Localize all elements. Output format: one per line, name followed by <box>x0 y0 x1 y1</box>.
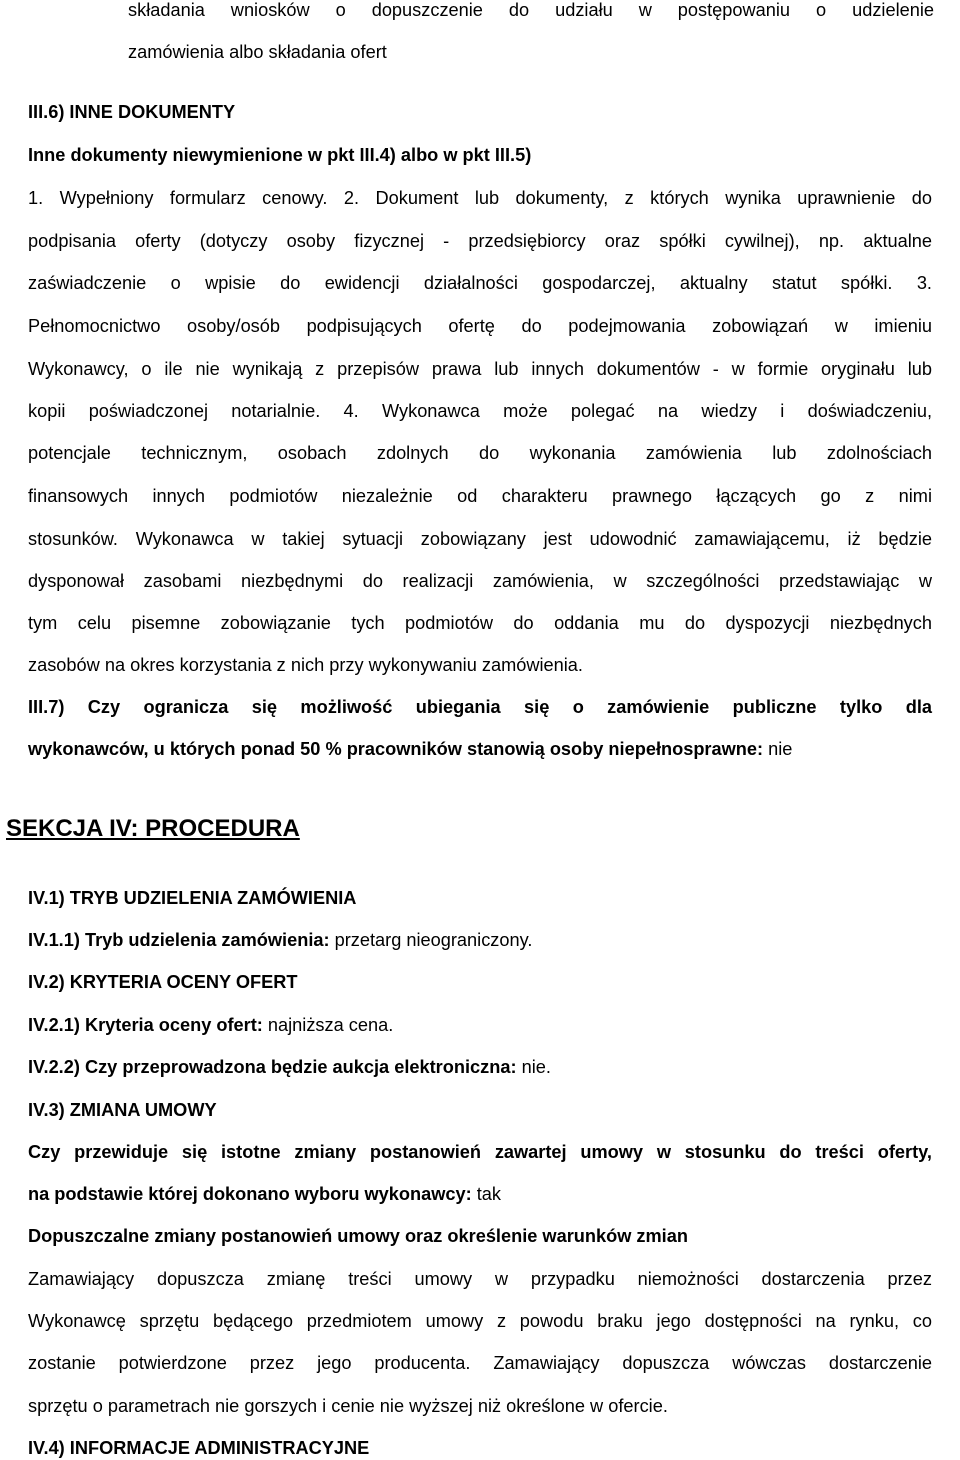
iii6-text-line: Wykonawcy, o ile nie wynikają z przepisów prawa lub innych dokumentów - w formie oryginału lub <box>28 359 932 379</box>
section-iii6-heading: III.6) INNE DOKUMENTY <box>28 102 236 122</box>
iii6-text-line: potencjale technicznym, osobach zdolnych do wykonania zamówienia lub zdolnościach <box>28 443 932 463</box>
iv11-label: IV.1.1) Tryb udzielenia zamówienia: <box>28 930 330 950</box>
iv3-changes-line: Zamawiający dopuszcza zmianę treści umowy w przypadku niemożności dostarczenia przez <box>28 1269 932 1289</box>
continuation-line-2: zamówienia albo składania ofert <box>128 42 387 62</box>
iv4-heading: IV.4) INFORMACJE ADMINISTRACYJNE <box>28 1438 370 1458</box>
iv3-heading: IV.3) ZMIANA UMOWY <box>28 1100 217 1120</box>
iv3-changes-line: zostanie potwierdzone przez jego producenta. Zamawiający dopuszcza wówczas dostarczenie <box>28 1353 932 1373</box>
iii6-text-line: tym celu pisemne zobowiązanie tych podmiotów do oddania mu do dyspozycji niezbędnych <box>28 613 932 633</box>
iv22-value: nie. <box>516 1057 551 1077</box>
iv11-value: przetarg nieograniczony. <box>329 930 533 950</box>
iv1-heading: IV.1) TRYB UDZIELENIA ZAMÓWIENIA <box>28 888 357 908</box>
iii6-text-line: zaświadczenie o wpisie do ewidencji działalności gospodarczej, aktualny statut spółki. 3. <box>28 273 932 293</box>
iv3-question-line-1: Czy przewiduje się istotne zmiany postanowień zawartej umowy w stosunku do treści oferty, <box>28 1142 932 1162</box>
iv21-value: najniższa cena. <box>262 1015 394 1035</box>
section-iii6-subheading: Inne dokumenty niewymienione w pkt III.4) albo w pkt III.5) <box>28 145 532 165</box>
iii6-text-line: kopii poświadczonej notarialnie. 4. Wykonawca może polegać na wiedzy i doświadczeniu, <box>28 401 932 421</box>
iii6-text-line: Pełnomocnictwo osoby/osób podpisujących ofertę do podejmowania zobowiązań w imieniu <box>28 316 932 336</box>
iii6-text-line: dysponował zasobami niezbędnymi do realizacji zamówienia, w szczególności przedstawiając w <box>28 571 932 591</box>
iii7-answer: nie <box>763 739 793 759</box>
iii7-question-bold: wykonawców, u których ponad 50 % pracowników stanowią osoby niepełnosprawne: <box>28 739 764 759</box>
iii6-text-line: podpisania oferty (dotyczy osoby fizycznej - przedsiębiorcy oraz spółki cywilnej), np. aktualne <box>28 231 932 251</box>
continuation-line-1: składania wniosków o dopuszczenie do udziału w postępowaniu o udzielenie <box>128 0 934 20</box>
iv11-line <box>28 928 532 952</box>
iii6-text-line: finansowych innych podmiotów niezależnie od charakteru prawnego łączących go z nimi <box>28 486 932 506</box>
iii6-text-line: 1. Wypełniony formularz cenowy. 2. Dokument lub dokumenty, z których wynika uprawnienie do <box>28 188 932 208</box>
iv3-changes-line: sprzętu o parametrach nie gorszych i cenie nie wyższej niż określone w ofercie. <box>28 1396 668 1416</box>
section-iv-title: SEKCJA IV: PROCEDURA <box>6 815 300 842</box>
iv3-question-line-2 <box>28 1182 501 1206</box>
iv22-line <box>28 1055 551 1079</box>
iv21-line <box>28 1013 393 1037</box>
iv3-changes-line: Wykonawcę sprzętu będącego przedmiotem umowy z powodu braku jego dostępności na rynku, co <box>28 1311 932 1331</box>
iv2-heading: IV.2) KRYTERIA OCENY OFERT <box>28 972 298 992</box>
iv3-question-bold: na podstawie której dokonano wyboru wykonawcy: <box>28 1184 472 1204</box>
iii6-text-line: zasobów na okres korzystania z nich przy wykonywaniu zamówienia. <box>28 655 583 675</box>
section-iii7-question-line-1: III.7) Czy ogranicza się możliwość ubiegania się o zamówienie publiczne tylko dla <box>28 697 932 717</box>
iv3-changes-heading: Dopuszczalne zmiany postanowień umowy oraz określenie warunków zmian <box>28 1226 688 1246</box>
iv3-answer: tak <box>471 1184 501 1204</box>
iv21-label: IV.2.1) Kryteria oceny ofert: <box>28 1015 263 1035</box>
iii6-text-line: stosunków. Wykonawca w takiej sytuacji zobowiązany jest udowodnić zamawiającemu, iż będzie <box>28 529 932 549</box>
section-iii7-question-line-2 <box>28 737 792 761</box>
iv22-label: IV.2.2) Czy przeprowadzona będzie aukcja elektroniczna: <box>28 1057 517 1077</box>
